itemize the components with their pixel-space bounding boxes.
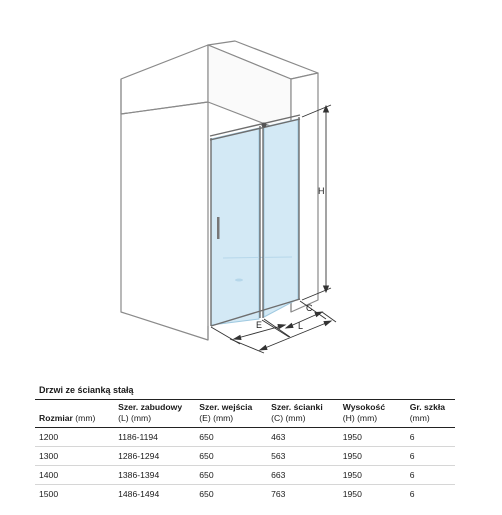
- table-cell: 650: [195, 428, 267, 447]
- table-cell: 1950: [342, 489, 362, 499]
- column-header: Rozmiar (mm): [35, 400, 114, 428]
- table-row: [35, 466, 455, 485]
- table-cell: 6: [406, 428, 455, 447]
- table-cell: 6: [406, 466, 455, 485]
- spec-table-section: [35, 385, 455, 503]
- table-cell: 563: [267, 447, 339, 466]
- table-cell: 6: [409, 489, 415, 499]
- table-cell: 650: [195, 447, 267, 466]
- table-cell: 1950: [339, 466, 406, 485]
- table-cell: 1400: [35, 466, 114, 485]
- table-cell: 650: [199, 489, 214, 499]
- spec-table: [35, 399, 455, 503]
- table-cell: 1200: [35, 428, 114, 447]
- table-cell: 6: [406, 447, 455, 466]
- table-cell: 1486-1494: [118, 489, 160, 499]
- column-header: Wysokość (H) (mm): [339, 400, 406, 428]
- table-cell: 1186-1194: [114, 428, 195, 447]
- dimension-e-label: E: [256, 320, 263, 330]
- table-header-row: [35, 400, 455, 428]
- door-handle: [217, 217, 220, 239]
- table-cell: 1386-1394: [114, 466, 195, 485]
- glass-panels: [211, 119, 298, 325]
- table-cell: 1300: [35, 447, 114, 466]
- table-cell: 1950: [339, 447, 406, 466]
- dimension-h-label: H: [318, 186, 325, 196]
- table-caption: Drzwi ze ścianką stałą: [39, 385, 134, 395]
- roller-icon: [262, 123, 267, 128]
- fixed-wall-glass: [264, 119, 298, 317]
- dimension-l-label: L: [298, 321, 304, 331]
- table-cell: 463: [267, 428, 339, 447]
- column-header: Gr. szkła (mm): [406, 400, 455, 428]
- column-header: Szer. ścianki (C) (mm): [267, 400, 339, 428]
- dimension-c-label: C: [306, 303, 313, 313]
- table-cell: 1286-1294: [114, 447, 195, 466]
- table-cell: 1500: [39, 489, 59, 499]
- table-cell: 763: [271, 489, 286, 499]
- table-row: [35, 485, 455, 504]
- table-cell: 1950: [339, 428, 406, 447]
- table-row: [35, 447, 455, 466]
- column-header: Szer. zabudowy (L) (mm): [114, 400, 195, 428]
- table-row: [35, 428, 455, 447]
- table-cell: 663: [267, 466, 339, 485]
- table-cell: 650: [195, 466, 267, 485]
- column-header: Szer. wejścia (E) (mm): [195, 400, 267, 428]
